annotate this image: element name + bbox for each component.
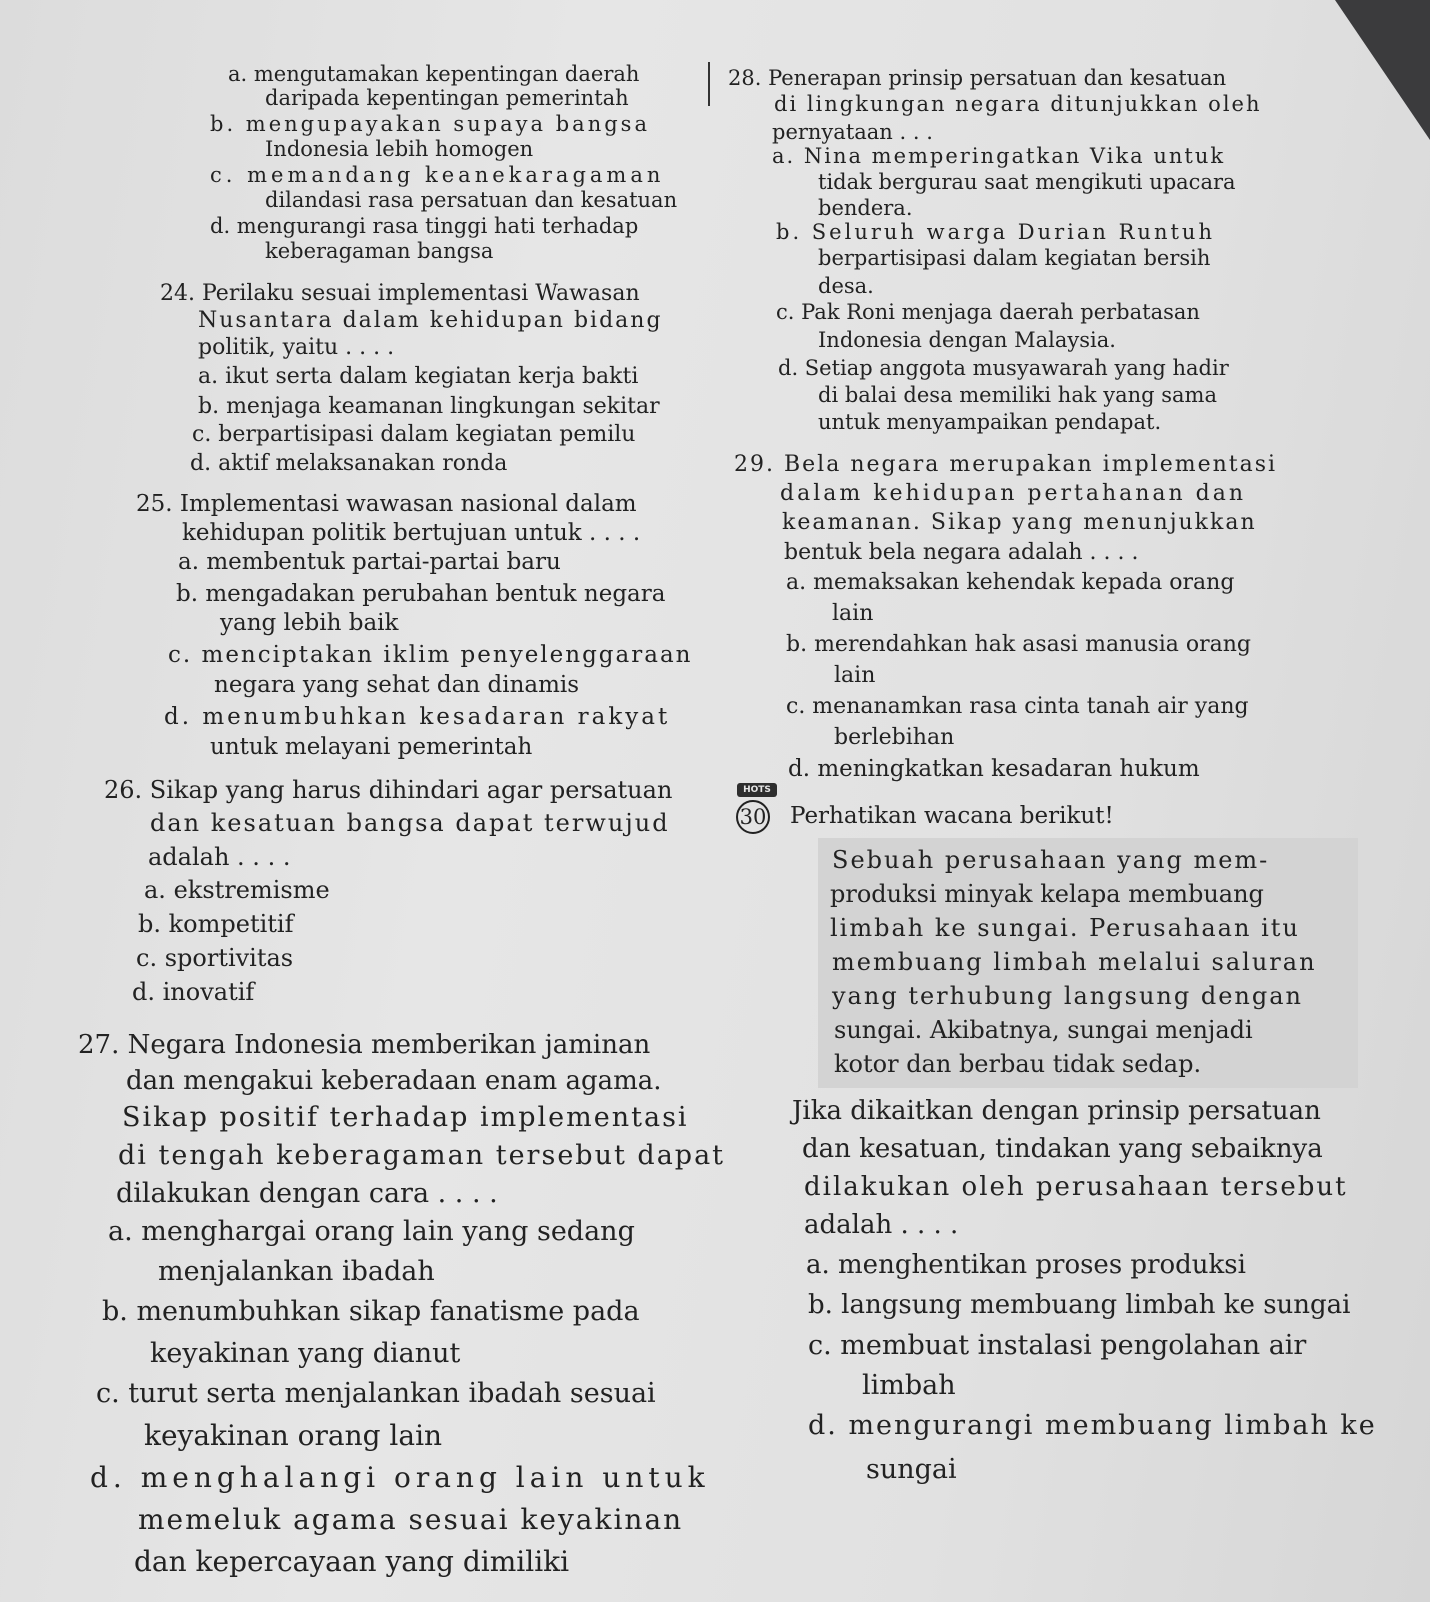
q28-option-a-line1: a. Nina memperingatkan Vika untuk	[772, 144, 1226, 168]
q26-option-a: a. ekstremisme	[144, 876, 330, 904]
q25-option-c-line1: c. menciptakan iklim penyelenggaraan	[168, 642, 693, 668]
q29-option-b-line1: b. merendahkan hak asasi manusia orang	[786, 632, 1251, 657]
passage-line6: sungai. Akibatnya, sungai menjadi	[834, 1016, 1253, 1044]
q27-option-a-line1: a. menghargai orang lain yang sedang	[108, 1216, 635, 1247]
q28-option-a-line3: bendera.	[818, 196, 913, 220]
q30-option-d-line2: sungai	[866, 1454, 957, 1485]
q29-option-b-line2: lain	[834, 663, 876, 688]
q23-option-a-line2: daripada kepentingan pemerintah	[265, 86, 629, 110]
q26-stem-line2: dan kesatuan bangsa dapat terwujud	[150, 809, 670, 837]
q24-option-c: c. berpartisipasi dalam kegiatan pemilu	[192, 422, 636, 447]
q27-option-c-line1: c. turut serta menjalankan ibadah sesuai	[96, 1378, 656, 1409]
q26-option-b: b. kompetitif	[138, 910, 294, 938]
q28-option-b-line3: desa.	[818, 274, 874, 298]
q27-option-d-line1: d. menghalangi orang lain untuk	[90, 1461, 710, 1494]
q24-option-b: b. menjaga keamanan lingkungan sekitar	[198, 394, 660, 419]
q23-option-a-line1: a. mengutamakan kepentingan daerah	[228, 62, 640, 86]
q27-option-b-line2: keyakinan yang dianut	[150, 1338, 461, 1369]
q25-option-a: a. membentuk partai-partai baru	[178, 549, 561, 575]
passage-line4: membuang limbah melalui saluran	[832, 948, 1317, 976]
q28-option-a-line2: tidak bergurau saat mengikuti upacara	[818, 170, 1236, 194]
q30-intro: Perhatikan wacana berikut!	[790, 803, 1114, 829]
q23-option-b-line1: b. mengupayakan supaya bangsa	[210, 112, 650, 136]
q30-option-d-line1: d. mengurangi membuang limbah ke	[808, 1410, 1377, 1441]
q30-option-c-line2: limbah	[862, 1370, 956, 1401]
q27-stem-line2: dan mengakui keberadaan enam agama.	[126, 1066, 662, 1096]
q26-stem-line1: 26. Sikap yang harus dihindari agar persatuan	[104, 776, 673, 804]
q27-option-c-line2: keyakinan orang lain	[144, 1419, 443, 1452]
q27-stem-line4: di tengah keberagaman tersebut dapat	[118, 1140, 726, 1171]
passage-line5: yang terhubung langsung dengan	[832, 982, 1303, 1010]
q30-stem-line1: Jika dikaitkan dengan prinsip persatuan	[792, 1096, 1321, 1126]
q29-option-a-line2: lain	[832, 601, 874, 626]
q29-option-c-line1: c. menanamkan rasa cinta tanah air yang	[786, 694, 1249, 719]
q27-stem-line1: 27. Negara Indonesia memberikan jaminan	[78, 1030, 651, 1060]
q24-stem-line2: Nusantara dalam kehidupan bidang	[198, 308, 663, 333]
q27-option-d-line2: memeluk agama sesuai keyakinan	[138, 1503, 684, 1536]
q29-stem-line2: dalam kehidupan pertahanan dan	[780, 481, 1247, 506]
q28-option-c-line1: c. Pak Roni menjaga daerah perbatasan	[776, 300, 1200, 324]
passage-line3: limbah ke sungai. Perusahaan itu	[830, 914, 1300, 942]
q30-option-a: a. menghentikan proses produksi	[806, 1250, 1246, 1280]
q23-option-b-line2: Indonesia lebih homogen	[265, 137, 534, 161]
q28-stem-line1: 28. Penerapan prinsip persatuan dan kesatuan	[728, 66, 1227, 90]
q27-option-a-line2: menjalankan ibadah	[158, 1256, 435, 1287]
column-divider	[708, 62, 710, 106]
q28-stem-line2: di lingkungan negara ditunjukkan oleh	[774, 92, 1262, 116]
q30-option-b: b. langsung membuang limbah ke sungai	[808, 1290, 1351, 1320]
q29-stem-line3: keamanan. Sikap yang menunjukkan	[782, 510, 1257, 535]
q23-option-d-line1: d. mengurangi rasa tinggi hati terhadap	[210, 214, 639, 238]
q28-option-b-line2: berpartisipasi dalam kegiatan bersih	[818, 246, 1211, 270]
q27-option-d-line3: dan kepercayaan yang dimiliki	[134, 1545, 570, 1578]
hots-badge: HOTS	[737, 783, 777, 797]
q29-option-a-line1: a. memaksakan kehendak kepada orang	[786, 570, 1235, 595]
q30-option-c-line1: c. membuat instalasi pengolahan air	[808, 1330, 1307, 1361]
q25-option-c-line2: negara yang sehat dan dinamis	[214, 672, 580, 698]
q28-option-d-line2: di balai desa memiliki hak yang sama	[818, 383, 1217, 407]
passage-line7: kotor dan berbau tidak sedap.	[834, 1050, 1202, 1078]
q27-stem-line5: dilakukan dengan cara . . . .	[116, 1178, 498, 1209]
q26-option-d: d. inovatif	[132, 978, 255, 1006]
q29-stem-line4: bentuk bela negara adalah . . . .	[784, 540, 1139, 565]
q29-option-d: d. meningkatkan kesadaran hukum	[788, 756, 1200, 782]
q30-stem-line3: dilakukan oleh perusahaan tersebut	[804, 1172, 1348, 1202]
q30-stem-line4: adalah . . . .	[804, 1210, 959, 1240]
q25-option-b-line1: b. mengadakan perubahan bentuk negara	[176, 581, 666, 607]
q28-option-b-line1: b. Seluruh warga Durian Runtuh	[776, 220, 1215, 244]
q28-option-d-line3: untuk menyampaikan pendapat.	[818, 410, 1162, 434]
q30-stem-line2: dan kesatuan, tindakan yang sebaiknya	[802, 1134, 1323, 1164]
passage-line2: produksi minyak kelapa membuang	[830, 880, 1264, 908]
q28-stem-line3: pernyataan . . .	[772, 120, 933, 144]
passage-line1: Sebuah perusahaan yang mem-	[832, 846, 1270, 874]
q26-stem-line3: adalah . . . .	[148, 843, 291, 871]
q24-stem-line3: politik, yaitu . . . .	[198, 335, 395, 360]
q24-option-a: a. ikut serta dalam kegiatan kerja bakti	[198, 364, 639, 389]
q24-stem-line1: 24. Perilaku sesuai implementasi Wawasan	[160, 281, 640, 306]
q24-option-d: d. aktif melaksanakan ronda	[190, 451, 508, 476]
question-30-number: 30	[736, 800, 770, 834]
q27-stem-line3: Sikap positif terhadap implementasi	[122, 1102, 689, 1133]
q28-option-c-line2: Indonesia dengan Malaysia.	[818, 328, 1116, 352]
q27-option-b-line1: b. menumbuhkan sikap fanatisme pada	[102, 1296, 640, 1327]
q28-option-d-line1: d. Setiap anggota musyawarah yang hadir	[778, 356, 1229, 380]
q25-option-d-line2: untuk melayani pemerintah	[210, 734, 533, 760]
q25-stem-line2: kehidupan politik bertujuan untuk . . . .	[182, 520, 641, 546]
q23-option-d-line2: keberagaman bangsa	[265, 239, 494, 263]
q26-option-c: c. sportivitas	[136, 944, 294, 972]
q29-option-c-line2: berlebihan	[834, 725, 955, 750]
q25-option-d-line1: d. menumbuhkan kesadaran rakyat	[164, 704, 671, 730]
q23-option-c-line1: c. memandang keanekaragaman	[210, 163, 665, 187]
q25-option-b-line2: yang lebih baik	[220, 610, 399, 636]
q23-option-c-line2: dilandasi rasa persatuan dan kesatuan	[265, 188, 678, 212]
q29-stem-line1: 29. Bela negara merupakan implementasi	[734, 452, 1278, 477]
q25-stem-line1: 25. Implementasi wawasan nasional dalam	[136, 491, 637, 517]
